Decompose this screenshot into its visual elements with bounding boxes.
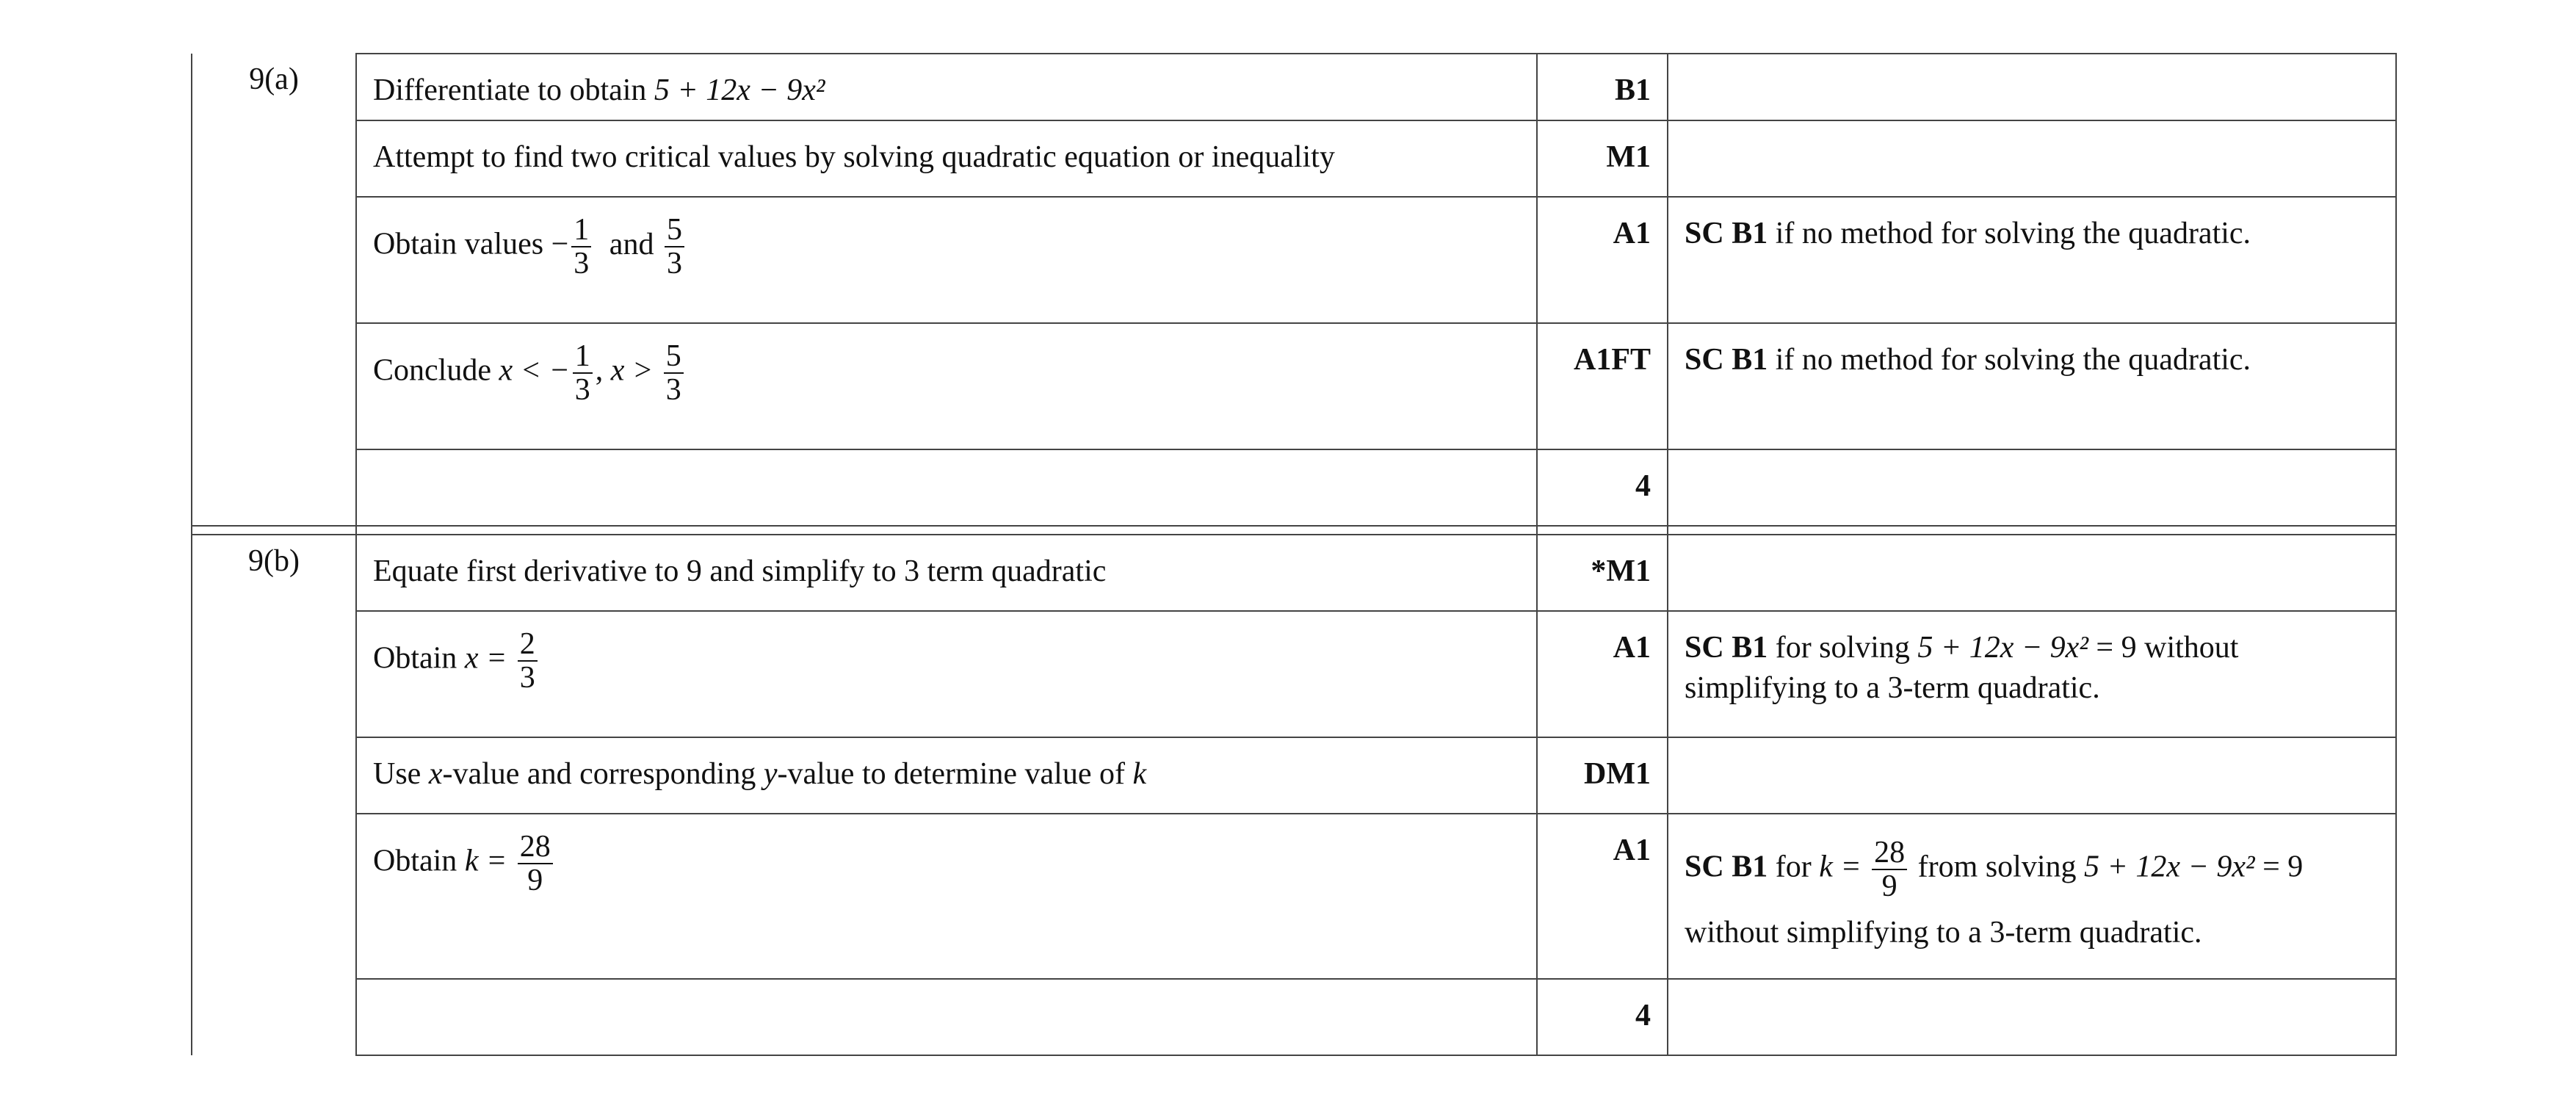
table-row <box>192 814 2396 979</box>
fraction <box>665 214 684 280</box>
answer-cell <box>356 197 1537 323</box>
guidance-cell <box>1668 814 2396 979</box>
fraction-numerator: 28 <box>518 831 553 864</box>
math-expression: 5 + 12x − 9x² <box>2084 850 2255 884</box>
mark-cell: A1 <box>1537 814 1668 979</box>
variable-x: x <box>428 757 443 791</box>
fraction <box>573 340 593 406</box>
fraction <box>1872 836 1907 903</box>
answer-prefix: Differentiate to obtain <box>373 73 654 107</box>
fraction-numerator: 2 <box>518 628 538 662</box>
table-row <box>192 449 2396 526</box>
guidance-cell <box>1668 979 2396 1055</box>
answer-cell <box>356 54 1537 120</box>
math-expression: k = <box>1819 850 1870 884</box>
fraction-numerator: 1 <box>571 214 591 247</box>
total-mark-cell: 4 <box>1537 979 1668 1055</box>
guidance-cell <box>1668 737 2396 814</box>
guidance-text: if no method for solving the quadratic. <box>1768 343 2251 377</box>
math-expression: 5 + 12x − 9x² <box>1917 631 2088 665</box>
answer-cell <box>356 979 1537 1055</box>
table-row <box>192 979 2396 1055</box>
fraction-denominator: 3 <box>665 373 681 408</box>
answer-cell <box>356 449 1537 526</box>
fraction-numerator: 28 <box>1872 836 1907 870</box>
guidance-cell <box>1668 323 2396 449</box>
guidance-bold: SC B1 <box>1685 850 1768 884</box>
guidance-text: if no method for solving the quadratic. <box>1768 217 2251 250</box>
guidance-cell <box>1668 120 2396 197</box>
mark-cell: B1 <box>1537 54 1668 120</box>
answer-prefix: Obtain values <box>373 227 551 261</box>
question-label-9b: 9(b) <box>192 535 356 1055</box>
math-expression: x < − <box>499 353 570 388</box>
mark-cell: A1 <box>1537 197 1668 323</box>
answer-text: -value and corresponding <box>442 757 764 791</box>
answer-text: -value to determine value of <box>777 757 1133 791</box>
guidance-bold: SC B1 <box>1685 631 1768 665</box>
math-expression: 5 + 12x − 9x² <box>654 73 825 107</box>
guidance-cell <box>1668 449 2396 526</box>
math-expression: x > <box>610 353 661 388</box>
answer-prefix: Obtain <box>373 641 465 676</box>
total-mark-cell: 4 <box>1537 449 1668 526</box>
answer-cell <box>356 814 1537 979</box>
answer-text: Use <box>373 757 429 791</box>
table-row <box>192 197 2396 323</box>
table-row <box>192 611 2396 737</box>
separator: , <box>595 353 611 388</box>
mark-cell: DM1 <box>1537 737 1668 814</box>
guidance-cell <box>1668 54 2396 120</box>
answer-prefix: Obtain <box>373 844 465 878</box>
fraction-denominator: 3 <box>519 661 535 695</box>
part-separator <box>192 526 2396 535</box>
table-row <box>192 535 2396 611</box>
math-expression: x = <box>464 641 515 676</box>
mark-cell: A1 <box>1537 611 1668 737</box>
mark-scheme <box>191 53 2395 1056</box>
guidance-cell <box>1668 197 2396 323</box>
answer-cell <box>356 737 1537 814</box>
fraction-denominator: 3 <box>666 247 682 281</box>
table-row <box>192 54 2396 120</box>
guidance-bold: SC B1 <box>1685 217 1768 250</box>
guidance-text: = 9 without simplifying to a 3-term quadratic. <box>1685 631 2239 705</box>
mark-scheme-table <box>191 53 2397 1056</box>
question-label-9a: 9(a) <box>192 54 356 526</box>
guidance-text: for <box>1768 850 1820 884</box>
guidance-text: = 9 <box>2254 850 2304 884</box>
answer-cell: Attempt to find two critical values by solving quadratic equation or inequality <box>356 120 1537 197</box>
variable-k: k <box>1132 757 1147 791</box>
mark-cell: A1FT <box>1537 323 1668 449</box>
guidance-line: without simplifying to a 3-term quadratic. <box>1685 916 2202 950</box>
fraction <box>571 214 591 280</box>
table-row <box>192 323 2396 449</box>
fraction-denominator: 9 <box>527 864 543 898</box>
answer-prefix: Conclude <box>373 353 499 388</box>
fraction-numerator: 5 <box>664 340 684 374</box>
math-expression: k = <box>464 844 515 878</box>
guidance-line <box>1685 836 2379 903</box>
fraction-numerator: 5 <box>665 214 684 247</box>
guidance-text: for solving <box>1768 631 1918 665</box>
fraction <box>664 340 684 406</box>
fraction-denominator: 3 <box>574 373 590 408</box>
fraction-denominator: 9 <box>1881 869 1897 904</box>
fraction-numerator: 1 <box>573 340 593 374</box>
mark-cell: M1 <box>1537 120 1668 197</box>
guidance-cell <box>1668 535 2396 611</box>
guidance-bold: SC B1 <box>1685 343 1768 377</box>
table-row <box>192 120 2396 197</box>
minus-sign: − <box>551 227 569 261</box>
guidance-cell <box>1668 611 2396 737</box>
variable-y: y <box>763 757 778 791</box>
mark-cell: *M1 <box>1537 535 1668 611</box>
answer-cell <box>356 323 1537 449</box>
fraction <box>518 831 553 897</box>
answer-cell <box>356 611 1537 737</box>
answer-cell: Equate first derivative to 9 and simplify to 3 term quadratic <box>356 535 1537 611</box>
guidance-text: from solving <box>1910 850 2084 884</box>
fraction-denominator: 3 <box>574 247 590 281</box>
table-row <box>192 737 2396 814</box>
fraction <box>518 628 538 694</box>
answer-connector: and <box>609 227 654 261</box>
